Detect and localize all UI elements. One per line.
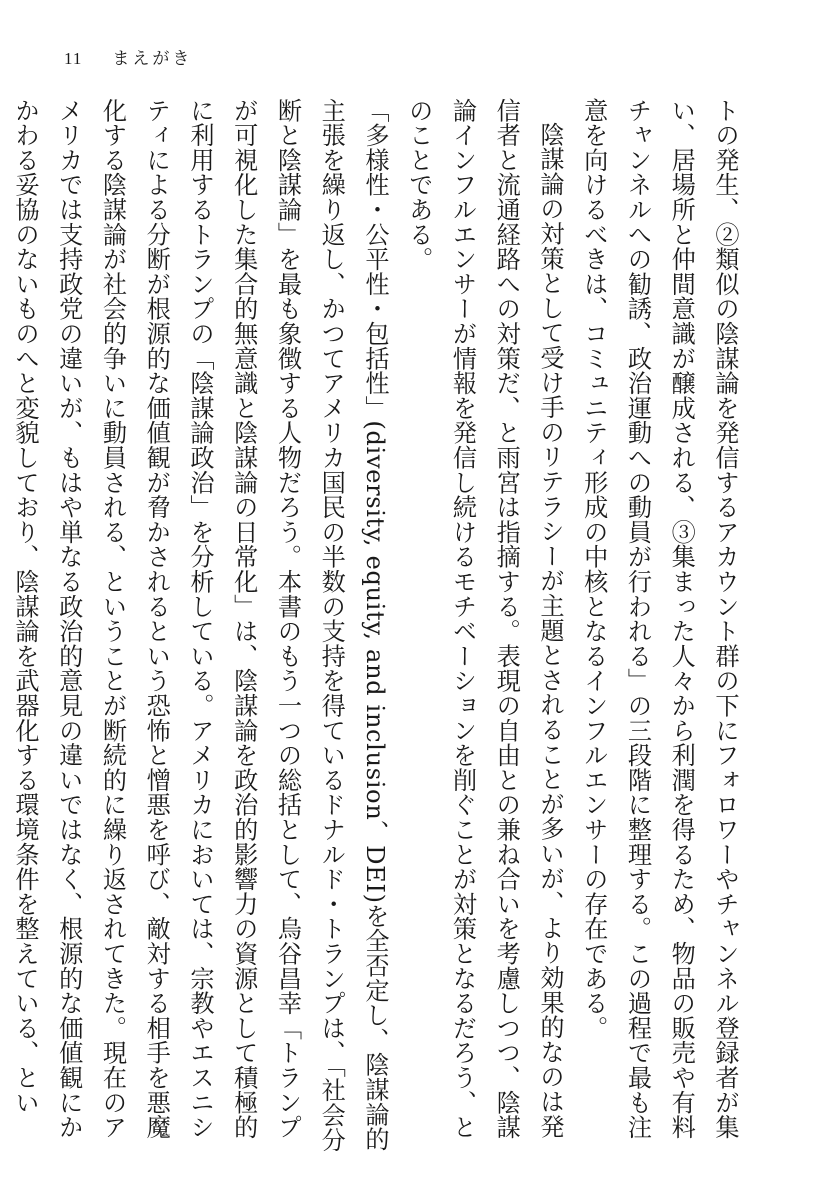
vertical-text-block [11, 98, 746, 1158]
paragraph: 陰謀論の対策として受け手のリテラシーが主題とされることが多いが、より効果的なのは発信者と流通経路への対策だ、と雨宮は指摘する。表現の自由との兼ね合いを考慮しつつ、陰謀論インフルエンサーが情報を発信し続けるモチベーションを削ぐことが対策となるだろう、とのことである。 [404, 98, 564, 1140]
page-number: 11 [64, 49, 83, 68]
paragraph-continued: トの発生、②類似の陰謀論を発信するアカウント群の下にフォロワーやチャンネル登録者が集い、居場所と仲間意識が醸成される、③集まった人々から利潤を得るため、物品の販売や有料チャンネルへの勧誘、政治運動への動員が行われる」の三段階に整理する。この過程で最も注意を向けるべきは、コミュニティ形成の中核となるインフルエンサーの存在である。 [579, 98, 739, 1140]
running-header [64, 44, 192, 69]
section-title: まえがき [112, 49, 193, 69]
paragraph: 「多様性・公平性・包括性」(diversity, equity, and inclusion、DEI)を全否定し、陰謀論的主張を繰り返し、かつてアメリカ国民の半数の支持を得ているドナルド・トランプは、「社会分断と陰謀論」を最も象徴する人物だろう。本書のもう一つの総括として、烏谷昌幸「トランプが可視化した集合的無意識と陰謀論の日常化」は、陰謀論を政治的影響力の資源として積極的に利用するトランプの「陰謀論政治」を分析している。アメリカにおいては、宗教やエスニシティによる分断が根源的な価値観が脅かされるという恐怖と憎悪を呼び、敵対する相手を悪魔化する陰謀論が社会的争いに動員される、ということが断続的に繰り返されてきた。現在のアメリカでは支持政党の違いが、もはや単なる政治的意見の違いではなく、根源的な価値観にかかわる妥協のないものへと変貌しており、陰謀論を武器化する環境条件を整えている、とい [11, 98, 389, 1153]
